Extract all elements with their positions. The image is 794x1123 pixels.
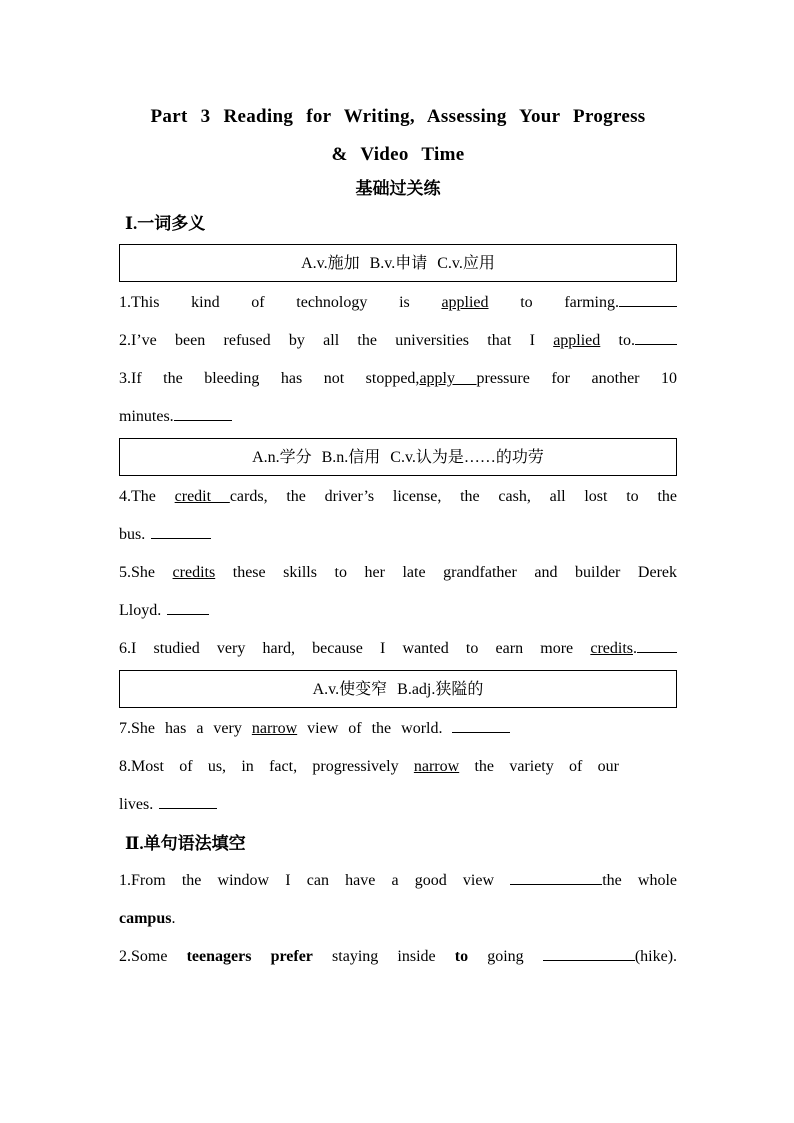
section-heading-grammar: Ⅱ.单句语法填空 [125,834,246,853]
question-8: 8.Most of us, in fact, progressively narrow the variety of our [119,758,620,775]
target-word: applied [441,294,489,311]
answer-blank[interactable] [174,406,232,421]
answer-blank[interactable] [635,330,677,345]
question-3: 3.If the bleeding has not stopped,apply pressure for another 10 [119,370,678,387]
page-subtitle: 基础过关练 [355,179,441,198]
answer-blank[interactable] [543,946,635,961]
options-box-apply: A.v.施加 B.v.申请 C.v.应用 [119,244,677,282]
grammar-question-1: 1.From the window I can have a good view the whole [119,872,677,889]
question-8-cont: lives. [119,786,677,824]
question-6: 6.I studied very hard, because I wanted to earn more credits. [119,630,677,668]
target-word: credits [590,640,633,657]
section-heading-polysemy: Ⅰ.一词多义 [125,214,206,233]
page-title-line2: & Video Time [331,144,465,165]
question-4: 4.The credit cards, the driver’s license, the cash, all lost to the [119,488,677,505]
question-4-cont: bus. [119,516,677,554]
question-7: 7.She has a very narrow view of the world. [119,710,677,748]
question-2: 2.I’ve been refused by all the universities that I applied to. [119,322,677,360]
answer-blank[interactable] [637,638,677,653]
answer-blank[interactable] [159,794,217,809]
target-word: narrow [251,720,298,737]
answer-blank[interactable] [619,292,677,307]
answer-blank[interactable] [167,600,209,615]
options-box-narrow: A.v.使变窄 B.adj.狭隘的 [119,670,677,708]
target-word: apply [419,370,477,387]
page-title: Part 3 Reading for Writing, Assessing Your Progress [150,106,646,127]
answer-blank[interactable] [151,524,211,539]
question-5: 5.She credits these skills to her late grandfather and builder Derek [119,564,677,581]
target-word: applied [553,332,601,349]
answer-blank[interactable] [510,870,602,885]
grammar-question-1-cont: campus. [119,910,176,927]
worksheet-page [119,98,677,976]
target-word: narrow [413,758,460,775]
grammar-question-2: 2.Some teenagers prefer staying inside to going (hike). [119,948,678,965]
question-1: 1.This kind of technology is applied to farming. [119,284,677,322]
target-word: credits [172,564,216,581]
question-5-cont: Lloyd. [119,592,677,630]
answer-blank[interactable] [452,718,510,733]
question-3-cont: minutes. [119,398,677,436]
target-word: credit [174,488,230,505]
options-box-credit: A.n.学分 B.n.信用 C.v.认为是……的功劳 [119,438,677,476]
